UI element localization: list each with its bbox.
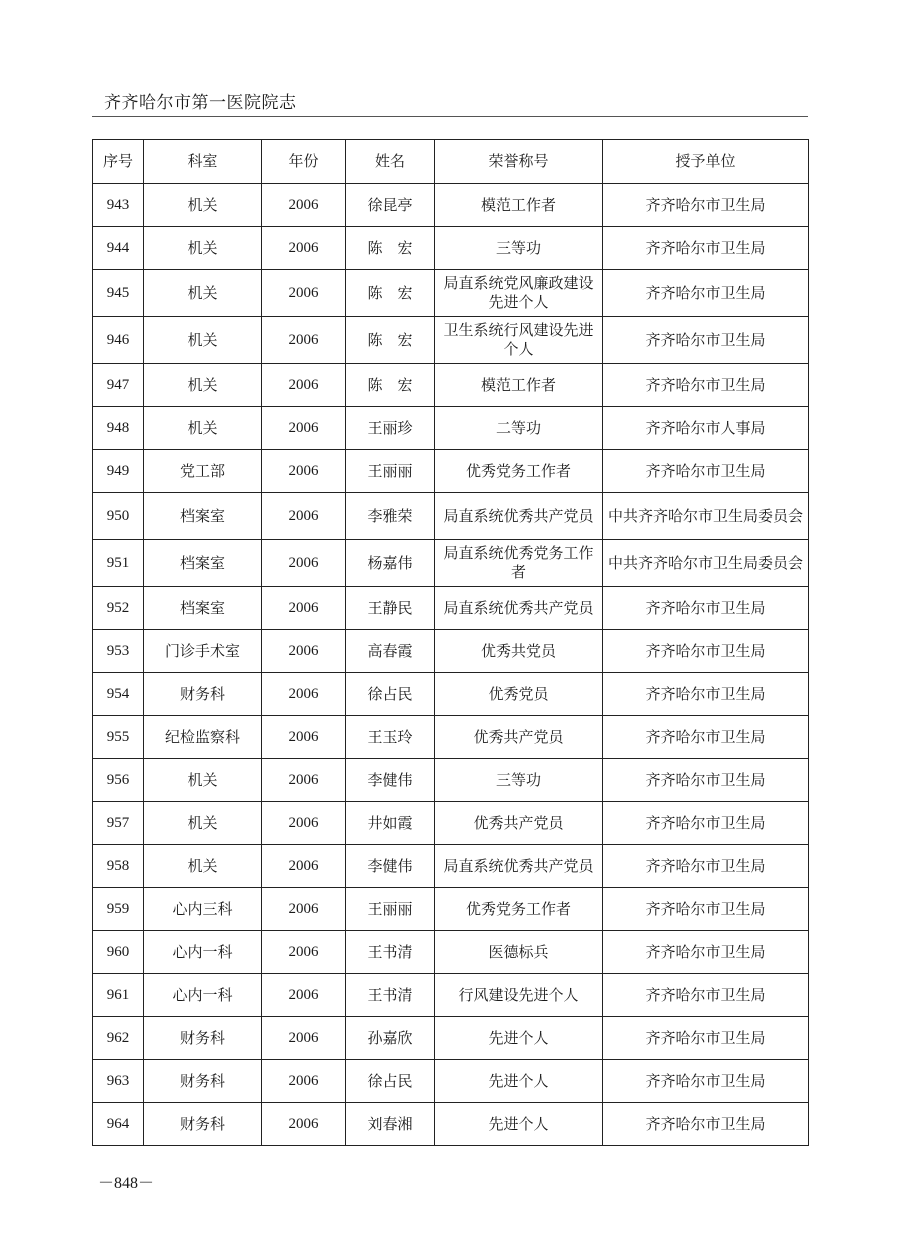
cell-no: 947 — [93, 364, 144, 407]
cell-year: 2006 — [262, 407, 346, 450]
cell-no: 956 — [93, 759, 144, 802]
cell-honor: 优秀党员 — [435, 673, 603, 716]
cell-unit: 齐齐哈尔市卫生局 — [603, 845, 809, 888]
cell-unit: 齐齐哈尔市卫生局 — [603, 802, 809, 845]
cell-year: 2006 — [262, 716, 346, 759]
cell-no: 953 — [93, 630, 144, 673]
running-header-title: 齐齐哈尔市第一医院院志 — [104, 93, 297, 113]
cell-year: 2006 — [262, 845, 346, 888]
cell-unit: 齐齐哈尔市人事局 — [603, 407, 809, 450]
cell-year: 2006 — [262, 184, 346, 227]
cell-unit: 齐齐哈尔市卫生局 — [603, 364, 809, 407]
cell-honor: 局直系统党风廉政建设先进个人 — [435, 270, 603, 317]
column-header-no: 序号 — [93, 140, 144, 184]
cell-name: 杨嘉伟 — [346, 540, 435, 587]
table-row — [93, 1017, 809, 1060]
cell-honor: 先进个人 — [435, 1017, 603, 1060]
cell-honor: 卫生系统行风建设先进个人 — [435, 317, 603, 364]
cell-name: 李健伟 — [346, 845, 435, 888]
cell-year: 2006 — [262, 673, 346, 716]
table-row — [93, 587, 809, 630]
cell-honor: 局直系统优秀共产党员 — [435, 493, 603, 540]
cell-year: 2006 — [262, 227, 346, 270]
cell-no: 944 — [93, 227, 144, 270]
cell-year: 2006 — [262, 317, 346, 364]
table-row — [93, 1060, 809, 1103]
table-row — [93, 493, 809, 540]
table-row — [93, 540, 809, 587]
cell-unit: 齐齐哈尔市卫生局 — [603, 317, 809, 364]
cell-honor: 二等功 — [435, 407, 603, 450]
column-header-name: 姓名 — [346, 140, 435, 184]
cell-unit: 齐齐哈尔市卫生局 — [603, 673, 809, 716]
cell-unit: 齐齐哈尔市卫生局 — [603, 630, 809, 673]
cell-no: 961 — [93, 974, 144, 1017]
cell-honor: 优秀共党员 — [435, 630, 603, 673]
cell-dept: 机关 — [144, 270, 262, 317]
cell-no: 960 — [93, 931, 144, 974]
cell-name: 王静民 — [346, 587, 435, 630]
cell-name: 徐占民 — [346, 1060, 435, 1103]
table-row — [93, 407, 809, 450]
cell-no: 955 — [93, 716, 144, 759]
cell-honor: 行风建设先进个人 — [435, 974, 603, 1017]
cell-dept: 门诊手术室 — [144, 630, 262, 673]
cell-year: 2006 — [262, 540, 346, 587]
cell-unit: 齐齐哈尔市卫生局 — [603, 587, 809, 630]
cell-no: 951 — [93, 540, 144, 587]
cell-year: 2006 — [262, 630, 346, 673]
cell-dept: 机关 — [144, 407, 262, 450]
header-divider — [92, 116, 808, 117]
cell-name: 陈 宏 — [346, 227, 435, 270]
table-row — [93, 450, 809, 493]
cell-name: 王丽丽 — [346, 888, 435, 931]
table-row — [93, 227, 809, 270]
cell-dept: 党工部 — [144, 450, 262, 493]
table-row — [93, 845, 809, 888]
cell-year: 2006 — [262, 1017, 346, 1060]
cell-year: 2006 — [262, 931, 346, 974]
cell-no: 963 — [93, 1060, 144, 1103]
table-row — [93, 931, 809, 974]
cell-year: 2006 — [262, 759, 346, 802]
cell-unit: 中共齐齐哈尔市卫生局委员会 — [603, 540, 809, 587]
cell-name: 徐占民 — [346, 673, 435, 716]
cell-honor: 局直系统优秀党务工作者 — [435, 540, 603, 587]
cell-year: 2006 — [262, 270, 346, 317]
cell-dept: 机关 — [144, 184, 262, 227]
cell-no: 946 — [93, 317, 144, 364]
cell-year: 2006 — [262, 450, 346, 493]
table-row — [93, 364, 809, 407]
table-header-row — [93, 140, 809, 184]
cell-name: 李健伟 — [346, 759, 435, 802]
cell-dept: 财务科 — [144, 1017, 262, 1060]
cell-dept: 财务科 — [144, 673, 262, 716]
cell-unit: 齐齐哈尔市卫生局 — [603, 759, 809, 802]
cell-dept: 机关 — [144, 317, 262, 364]
column-header-dept: 科室 — [144, 140, 262, 184]
table-row — [93, 1103, 809, 1146]
cell-name: 孙嘉欣 — [346, 1017, 435, 1060]
cell-dept: 心内一科 — [144, 931, 262, 974]
cell-unit: 中共齐齐哈尔市卫生局委员会 — [603, 493, 809, 540]
honors-table — [92, 139, 809, 1146]
cell-no: 957 — [93, 802, 144, 845]
cell-honor: 优秀共产党员 — [435, 716, 603, 759]
cell-unit: 齐齐哈尔市卫生局 — [603, 184, 809, 227]
cell-year: 2006 — [262, 587, 346, 630]
cell-no: 954 — [93, 673, 144, 716]
cell-no: 952 — [93, 587, 144, 630]
cell-unit: 齐齐哈尔市卫生局 — [603, 270, 809, 317]
cell-year: 2006 — [262, 802, 346, 845]
cell-name: 王丽丽 — [346, 450, 435, 493]
cell-honor: 模范工作者 — [435, 184, 603, 227]
cell-unit: 齐齐哈尔市卫生局 — [603, 716, 809, 759]
cell-no: 950 — [93, 493, 144, 540]
cell-no: 949 — [93, 450, 144, 493]
cell-name: 李雅荣 — [346, 493, 435, 540]
cell-dept: 心内三科 — [144, 888, 262, 931]
cell-name: 徐昆亭 — [346, 184, 435, 227]
cell-no: 958 — [93, 845, 144, 888]
cell-honor: 模范工作者 — [435, 364, 603, 407]
cell-honor: 三等功 — [435, 759, 603, 802]
cell-unit: 齐齐哈尔市卫生局 — [603, 1017, 809, 1060]
cell-unit: 齐齐哈尔市卫生局 — [603, 1060, 809, 1103]
cell-name: 井如霞 — [346, 802, 435, 845]
cell-name: 王书清 — [346, 974, 435, 1017]
cell-dept: 财务科 — [144, 1103, 262, 1146]
cell-dept: 机关 — [144, 802, 262, 845]
cell-name: 陈 宏 — [346, 364, 435, 407]
cell-honor: 优秀党务工作者 — [435, 450, 603, 493]
cell-dept: 纪检监察科 — [144, 716, 262, 759]
cell-name: 王丽珍 — [346, 407, 435, 450]
cell-year: 2006 — [262, 888, 346, 931]
table-row — [93, 184, 809, 227]
cell-honor: 优秀共产党员 — [435, 802, 603, 845]
cell-no: 962 — [93, 1017, 144, 1060]
cell-honor: 医德标兵 — [435, 931, 603, 974]
cell-honor: 优秀党务工作者 — [435, 888, 603, 931]
cell-name: 王书清 — [346, 931, 435, 974]
cell-unit: 齐齐哈尔市卫生局 — [603, 931, 809, 974]
cell-unit: 齐齐哈尔市卫生局 — [603, 1103, 809, 1146]
cell-dept: 财务科 — [144, 1060, 262, 1103]
cell-dept: 档案室 — [144, 540, 262, 587]
cell-unit: 齐齐哈尔市卫生局 — [603, 888, 809, 931]
cell-honor: 局直系统优秀共产党员 — [435, 587, 603, 630]
cell-honor: 三等功 — [435, 227, 603, 270]
page-number: －848－ — [98, 1175, 155, 1192]
cell-year: 2006 — [262, 1103, 346, 1146]
cell-dept: 机关 — [144, 845, 262, 888]
cell-dept: 心内一科 — [144, 974, 262, 1017]
cell-dept: 档案室 — [144, 493, 262, 540]
cell-no: 943 — [93, 184, 144, 227]
cell-year: 2006 — [262, 1060, 346, 1103]
cell-unit: 齐齐哈尔市卫生局 — [603, 450, 809, 493]
column-header-year: 年份 — [262, 140, 346, 184]
cell-dept: 机关 — [144, 759, 262, 802]
column-header-honor: 荣誉称号 — [435, 140, 603, 184]
column-header-unit: 授予单位 — [603, 140, 809, 184]
cell-no: 948 — [93, 407, 144, 450]
cell-name: 陈 宏 — [346, 317, 435, 364]
cell-honor: 局直系统优秀共产党员 — [435, 845, 603, 888]
cell-name: 刘春湘 — [346, 1103, 435, 1146]
cell-name: 陈 宏 — [346, 270, 435, 317]
table-row — [93, 317, 809, 364]
cell-year: 2006 — [262, 974, 346, 1017]
table-row — [93, 716, 809, 759]
cell-name: 王玉玲 — [346, 716, 435, 759]
cell-year: 2006 — [262, 493, 346, 540]
table-row — [93, 888, 809, 931]
table-row — [93, 974, 809, 1017]
table-row — [93, 673, 809, 716]
cell-year: 2006 — [262, 364, 346, 407]
cell-dept: 档案室 — [144, 587, 262, 630]
cell-honor: 先进个人 — [435, 1103, 603, 1146]
table-row — [93, 270, 809, 317]
table-row — [93, 630, 809, 673]
table-row — [93, 759, 809, 802]
cell-dept: 机关 — [144, 227, 262, 270]
table-row — [93, 802, 809, 845]
cell-unit: 齐齐哈尔市卫生局 — [603, 974, 809, 1017]
cell-unit: 齐齐哈尔市卫生局 — [603, 227, 809, 270]
cell-name: 高春霞 — [346, 630, 435, 673]
cell-no: 959 — [93, 888, 144, 931]
cell-dept: 机关 — [144, 364, 262, 407]
cell-no: 945 — [93, 270, 144, 317]
cell-no: 964 — [93, 1103, 144, 1146]
cell-honor: 先进个人 — [435, 1060, 603, 1103]
